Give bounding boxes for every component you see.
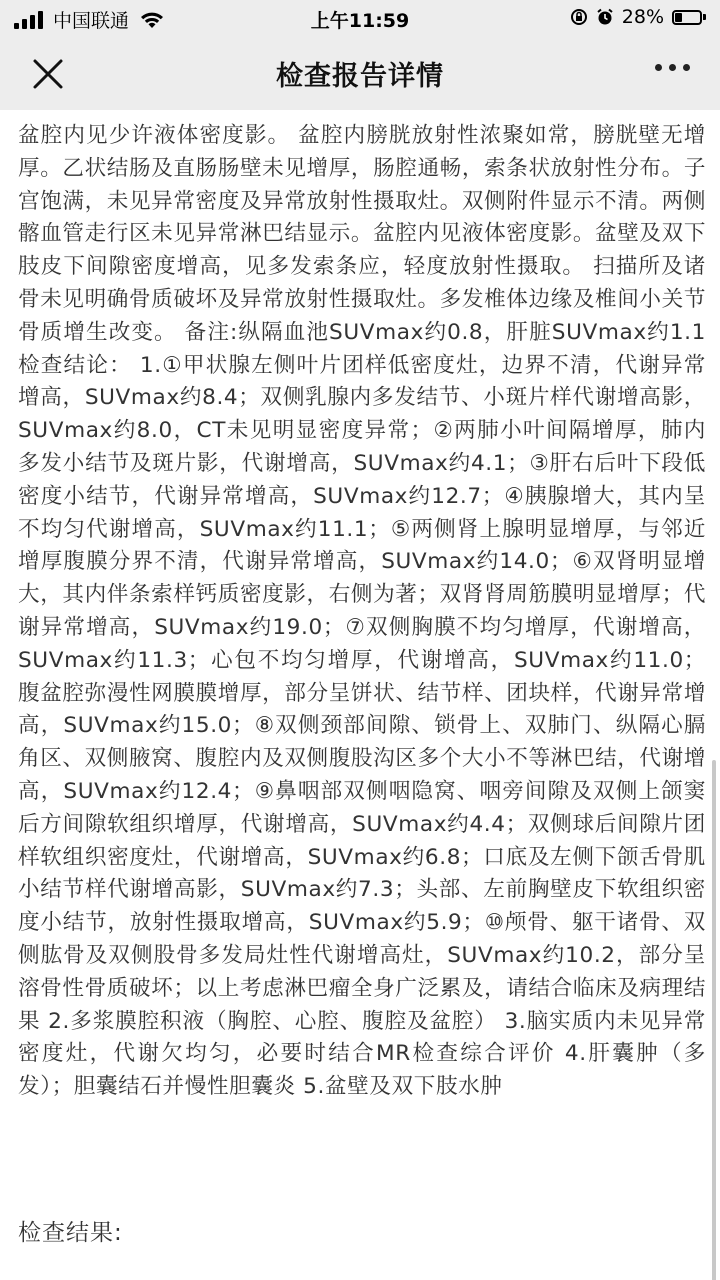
result-section-label: 检查结果: xyxy=(18,1220,123,1246)
battery-percent: 28% xyxy=(621,6,664,28)
scrollbar[interactable] xyxy=(712,760,716,1280)
page-title: 检查报告详情 xyxy=(276,61,444,92)
status-time: 上午11:59 xyxy=(310,10,410,32)
status-right xyxy=(570,6,706,28)
status-bar xyxy=(0,0,720,36)
report-text: 盆腔内见少许液体密度影。 盆腔内膀胱放射性浓聚如常，膀胱壁无增厚。乙状结肠及直肠肠壁未见增厚，肠腔通畅，索条状放射性分布。子宫饱满，未见异常密度及异常放射性摄取灶。双侧附件显示不清。两侧髂血管走行区未见异常淋巴结显示。盆腔内见液体密度影。盆壁及双下肢皮下间隙密度增高，见多发索条应，轻度放射性摄取。 扫描所及诸骨未见明确骨质破坏及异常放射性摄取灶。多发椎体边缘及椎间小关节骨质增生改变。 备注:纵隔血池SUVmax约0.8，肝脏SUVmax约1.1 检查结论： 1.①甲状腺左侧叶片团样低密度灶，边界不清，代谢异常增高，SUVmax约8.4；双侧乳腺内多发结节、小斑片样代谢增高影，SUVmax约8.0，CT未见明显密度异常；②两肺小叶间隔增厚，肺内多发小结节及斑片影，代谢增高，SUVmax约4.1；③肝右后叶下段低密度小结节，代谢异常增高，SUVmax约12.7；④胰腺增大，其内呈不均匀代谢增高，SUVmax约11.1；⑤两侧肾上腺明显增厚，与邻近增厚腹膜分界不清，代谢异常增高，SUVmax约14.0；⑥双肾明显增大，其内伴条索样钙质密度影，右侧为著；双肾肾周筋膜明显增厚；代谢异常增高，SUVmax约19.0；⑦双侧胸膜不均匀增厚，代谢增高，SUVmax约11.3；心包不均匀增厚，代谢增高，SUVmax约11.0；腹盆腔弥漫性网膜膜增厚，部分呈饼状、结节样、团块样，代谢异常增高，SUVmax约15.0；⑧双侧颈部间隙、锁骨上、双肺门、纵隔心膈角区、双侧腋窝、腹腔内及双侧腹股沟区多个大小不等淋巴结，代谢增高，SUVmax约12.4；⑨鼻咽部双侧咽隐窝、咽旁间隙及双侧上颌窦后方间隙软组织增厚，代谢增高，SUVmax约4.4；双侧球后间隙片团样软组织密度灶，代谢增高，SUVmax约6.8；口底及左侧下颌舌骨肌小结节样代谢增高影，SUVmax约7.3；头部、左前胸壁皮下软组织密度小结节，放射性摄取增高，SUVmax约5.9；⑩颅骨、躯干诸骨、双侧肱骨及双侧股骨多发局灶性代谢增高灶，SUVmax约10.2，部分呈溶骨性骨质破坏；以上考虑淋巴瘤全身广泛累及，请结合临床及病理结果 2.多浆膜腔积液（胸腔、心腔、腹腔及盆腔） 3.脑实质内未见异常密度灶，代谢欠均匀，必要时结合MR检查综合评价 4.肝囊肿（多发）；胆囊结石并慢性胆囊炎 5.盆壁及双下肢水肿 xyxy=(18,123,707,1100)
alarm-icon xyxy=(596,8,614,26)
more-options-icon[interactable] xyxy=(655,64,690,71)
rotation-lock-icon xyxy=(570,8,588,26)
carrier-name: 中国联通 xyxy=(53,10,130,32)
report-content[interactable] xyxy=(0,110,720,1280)
battery-icon xyxy=(672,10,706,25)
nav-bar xyxy=(0,36,720,110)
